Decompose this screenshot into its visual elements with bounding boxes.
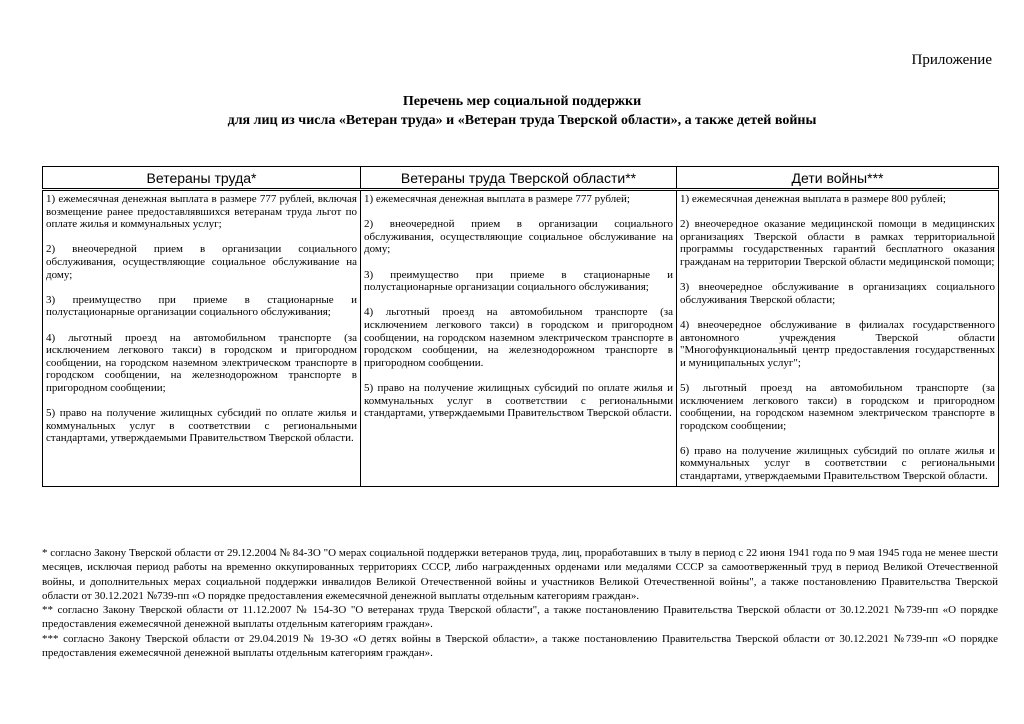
footnotes bbox=[42, 546, 998, 660]
children-of-war-measures bbox=[677, 190, 999, 487]
table-row bbox=[43, 190, 999, 487]
measure-item: 6) право на получение жилищных субсидий по оплате жилья и коммунальных услуг в соответствии с региональными стандартами, утверждаемыми Правительством Тверской области. bbox=[680, 444, 995, 483]
header-children-of-war: Дети войны*** bbox=[677, 167, 999, 190]
tver-labor-veterans-measures bbox=[361, 190, 677, 487]
measure-item: 5) право на получение жилищных субсидий по оплате жилья и коммунальных услуг в соответствии с региональными стандартами, утверждаемыми Правительством Тверской области. bbox=[46, 407, 357, 445]
measure-item: 1) ежемесячная денежная выплата в размере 777 рублей; bbox=[364, 193, 630, 205]
title-line-2: для лиц из числа «Ветеран труда» и «Ветеран труда Тверской области», а также детей войны bbox=[227, 113, 817, 128]
measure-item: 4) льготный проезд на автомобильном транспорте (за исключением легкового такси) в городском и пригородном сообщении, на городском наземном электрическом транспорте в городском сообщении, на железнодорожном транспорте в пригородном сообщении; bbox=[46, 331, 357, 394]
measure-item: 3) преимущество при приеме в стационарные и полустационарные организации социального обслуживания; bbox=[364, 268, 673, 294]
measure-item: 3) преимущество при приеме в стационарные и полустационарные организации социального обслуживания; bbox=[46, 293, 357, 319]
measure-item: 4) льготный проезд на автомобильном транспорте (за исключением легкового такси) в городском и пригородном сообщении, на городском наземном электрическом транспорте в городском сообщении, на железнодорожном транспорте в пригородном сообщении. bbox=[364, 306, 673, 369]
measure-item: 1) ежемесячная денежная выплата в размере 777 рублей, включая возмещение ранее предоставлявшихся ветеранам труда льгот по оплате жилья и коммунальных услуг; bbox=[46, 193, 357, 231]
measure-item: 4) внеочередное обслуживание в филиалах государственного автономного учреждения Тверской области "Многофункциональный центр предоставления государственных и муниципальных услуг"; bbox=[680, 318, 995, 369]
document-title bbox=[0, 92, 1024, 130]
labor-veterans-measures bbox=[43, 190, 361, 487]
header-labor-veterans: Ветераны труда* bbox=[43, 167, 361, 190]
measure-item: 2) внеочередное оказание медицинской помощи в медицинских организациях Тверской области в рамках территориальной программы государственных гарантий бесплатного оказания гражданам на территории Тверской области медицинской помощи; bbox=[680, 218, 995, 268]
measure-item: 5) право на получение жилищных субсидий по оплате жилья и коммунальных услуг в соответствии с региональными стандартами, утверждаемыми Правительством Тверской области. bbox=[364, 381, 673, 420]
measure-item: 2) внеочередной прием в организации социального обслуживания, осуществляющие социальное обслуживание на дому; bbox=[46, 243, 357, 281]
footnote-1: * согласно Закону Тверской области от 29.12.2004 № 84-ЗО "О мерах социальной поддержки ветеранов труда, лиц, проработавших в тылу в период с 22 июня 1941 года по 9 мая 1945 года не менее шести месяцев, исключая период работы на временно оккупированных территориях СССР, либо награжденных орденами или медалями СССР за самоотверженный труд в период Великой Отечественной войны, и дополнительных мерах социальной поддержки инвалидов Великой Отечественной войны и участников Великой Отечественной войны", а также постановлению Правительства Тверской области от 30.12.2021 №739-пп «О порядке предоставления ежемесячной денежной выплаты отдельным категориям граждан». bbox=[42, 547, 998, 602]
table-header-row bbox=[43, 167, 999, 190]
footnote-3: *** согласно Закону Тверской области от 29.04.2019 № 19-ЗО «О детях войны в Тверской области», а также постановлению Правительства Тверской области от 30.12.2021 №739-пп «О порядке предоставления ежемесячной денежной выплаты отдельным категориям граждан». bbox=[42, 632, 998, 660]
header-tver-labor-veterans: Ветераны труда Тверской области** bbox=[361, 167, 677, 190]
measure-item: 1) ежемесячная денежная выплата в размере 800 рублей; bbox=[680, 193, 946, 205]
support-measures-table bbox=[42, 166, 999, 487]
footnote-2: ** согласно Закону Тверской области от 11.12.2007 № 154-ЗО "О ветеранах труда Тверской области", а также постановлению Правительства Тверской области от 30.12.2021 №739-пп «О порядке предоставления ежемесячной денежной выплаты отдельным категориям граждан». bbox=[42, 604, 998, 631]
measure-item: 2) внеочередной прием в организации социального обслуживания, осуществляющие социальное обслуживание на дому; bbox=[364, 218, 673, 256]
measure-item: 5) льготный проезд на автомобильном транспорте (за исключением легкового такси) в городском и пригородном сообщении, на городском наземном электрическом транспорте в городском сообщении; bbox=[680, 381, 995, 432]
appendix-label: Приложение bbox=[911, 52, 992, 68]
measure-item: 3) внеочередное обслуживание в организациях социального обслуживания Тверской области; bbox=[680, 281, 995, 306]
title-line-1: Перечень мер социальной поддержки bbox=[402, 94, 642, 109]
